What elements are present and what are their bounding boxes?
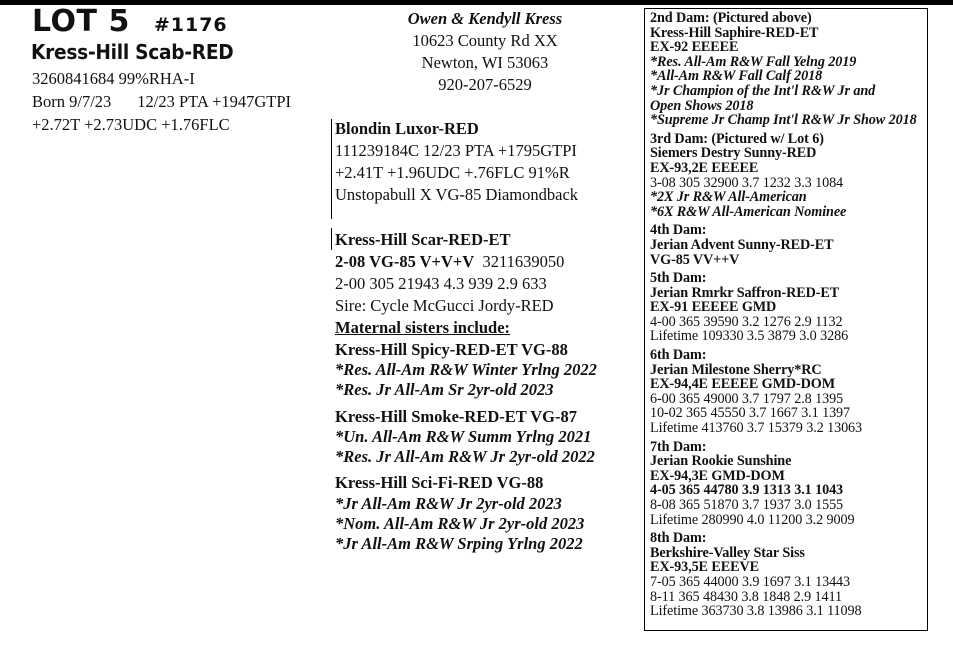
- dam-record: 2-00 305 21943 4.3 939 2.9 633: [335, 274, 547, 293]
- dam-detail-line: *Res. All-Am R&W Fall Yelng 2019: [650, 53, 857, 70]
- sister-award: *Res. Jr All-Am Sr 2yr-old 2023: [335, 380, 554, 399]
- dam-pedigree-box: [644, 8, 928, 631]
- dam-detail-line: EX-93,2E EEEEE: [650, 159, 759, 176]
- sister-award: *Jr All-Am R&W Srping Yrlng 2022: [335, 534, 583, 553]
- dam-generation-heading: 8th Dam:: [650, 530, 707, 547]
- dam-detail-line: Open Shows 2018: [650, 97, 754, 114]
- dam-detail-line: Berkshire-Valley Star Siss: [650, 544, 805, 561]
- dam-detail-line: 8-08 365 51870 3.7 1937 3.0 1555: [650, 497, 844, 513]
- sire-line-1: 111239184C 12/23 PTA +1795GTPI: [335, 141, 577, 160]
- dam-detail-line: EX-94,3E GMD-DOM: [650, 467, 785, 484]
- animal-pta: 12/23 PTA +1947GTPI: [137, 92, 292, 111]
- dam-generation-heading: 4th Dam:: [650, 222, 707, 239]
- dam-detail-line: Siemers Destry Sunny-RED: [650, 145, 817, 162]
- pedigree-dam-bracket: [331, 228, 332, 250]
- dam-detail-line: *Jr Champion of the Int'l R&W Jr and: [650, 82, 876, 99]
- dam-section: [650, 348, 927, 436]
- animal-name: Kress-Hill Scab-RED: [31, 40, 234, 64]
- dam-detail-line: *2X Jr R&W All-American: [650, 189, 807, 206]
- dam-detail-line: Lifetime 413760 3.7 15379 3.2 13063: [650, 420, 863, 437]
- dam-reg: 3211639050: [482, 252, 565, 271]
- dam-detail-line: Jerian Rmrkr Saffron-RED-ET: [650, 284, 840, 301]
- sister-award: *Un. All-Am R&W Summ Yrlng 2021: [335, 427, 592, 446]
- dam-detail-line: EX-91 EEEEE GMD: [650, 299, 777, 316]
- sister-name: Kress-Hill Spicy-RED-ET VG-88: [335, 340, 568, 359]
- lot-header: [32, 4, 228, 39]
- dam-section: [650, 440, 927, 528]
- lot-label: LOT 5: [32, 4, 130, 39]
- dam-section: [650, 531, 927, 619]
- dam-detail-line: VG-85 VV++V: [650, 251, 740, 268]
- animal-traits: +2.72T +2.73UDC +1.76FLC: [32, 115, 230, 134]
- dam-detail-line: 4-00 365 39590 3.2 1276 2.9 1132: [650, 313, 843, 330]
- animal-id-line: 3260841684 99%RHA-I: [32, 69, 195, 88]
- sire-line-3: Unstopabull X VG-85 Diamondback: [335, 185, 579, 204]
- owner-address: 10623 County Rd XX: [412, 31, 558, 50]
- dam-section: [650, 271, 927, 344]
- owner-block: [385, 8, 585, 96]
- dam-detail-line: *6X R&W All-American Nominee: [650, 203, 847, 220]
- dam-detail-line: Kress-Hill Saphire-RED-ET: [650, 24, 819, 41]
- dam-generation-heading: 7th Dam:: [650, 438, 707, 455]
- dam-detail-line: EX-94,4E EEEEE GMD-DOM: [650, 376, 836, 393]
- dam-generation-heading: 2nd Dam: (Pictured above): [650, 10, 812, 26]
- animal-born: Born 9/7/23: [32, 92, 112, 111]
- sister-award: *Res. All-Am R&W Winter Yrlng 2022: [335, 360, 597, 379]
- dam-detail-line: 10-02 365 45550 3.7 1667 3.1 1397: [650, 405, 851, 422]
- dam-generation-heading: 3rd Dam: (Pictured w/ Lot 6): [650, 130, 824, 147]
- sister-award: *Nom. All-Am R&W Jr 2yr-old 2023: [335, 514, 585, 533]
- dam-detail-line: *All-Am R&W Fall Calf 2018: [650, 68, 823, 85]
- dam-sire: Sire: Cycle McGucci Jordy-RED: [335, 296, 554, 315]
- animal-born-line: [32, 92, 291, 112]
- pedigree-sire-bracket: [331, 119, 332, 219]
- dam-detail-line: 3-08 305 32900 3.7 1232 3.3 1084: [650, 174, 844, 191]
- dam-detail-line: Jerian Advent Sunny-RED-ET: [650, 236, 834, 253]
- dam-generation-heading: 6th Dam:: [650, 347, 707, 364]
- dam-detail-line: 6-00 365 49000 3.7 1797 2.8 1395: [650, 390, 844, 407]
- lot-number: #1176: [153, 14, 228, 36]
- dam-section: [650, 223, 927, 267]
- dam-detail-line: Lifetime 363730 3.8 13986 3.1 11098: [650, 603, 862, 620]
- dam-detail-line: Lifetime 280990 4.0 11200 3.2 9009: [650, 511, 855, 528]
- sire-line-2: +2.41T +1.96UDC +.76FLC 91%R: [335, 163, 570, 182]
- owner-name: Owen & Kendyll Kress: [407, 9, 563, 28]
- dam-class-line: [335, 251, 564, 273]
- owner-city: Newton, WI 53063: [421, 53, 549, 72]
- dam-detail-line: Jerian Rookie Sunshine: [650, 453, 792, 470]
- dam-detail-line: *Supreme Jr Champ Int'l R&W Jr Show 2018: [650, 112, 917, 129]
- maternal-heading: Maternal sisters include:: [335, 318, 511, 337]
- dam-section: [650, 11, 927, 128]
- dam-detail-line: 8-11 365 48430 3.8 1848 2.9 1411: [650, 588, 843, 605]
- dam-detail-line: 7-05 365 44000 3.9 1697 3.1 13443: [650, 573, 851, 590]
- sister-award: *Jr All-Am R&W Jr 2yr-old 2023: [335, 494, 562, 513]
- dam-detail-line: 4-05 365 44780 3.9 1313 3.1 1043: [650, 482, 844, 499]
- sister-name: Kress-Hill Sci-Fi-RED VG-88: [335, 473, 544, 492]
- sister-award: *Res. Jr All-Am R&W Jr 2yr-old 2022: [335, 447, 595, 466]
- sister-name: Kress-Hill Smoke-RED-ET VG-87: [335, 407, 578, 426]
- dam-detail-line: EX-93,5E EEEVE: [650, 559, 759, 576]
- dam-generation-heading: 5th Dam:: [650, 270, 707, 287]
- dam-detail-line: Lifetime 109330 3.5 3879 3.0 3286: [650, 328, 849, 345]
- sire-name: Blondin Luxor-RED: [335, 119, 479, 138]
- dam-detail-line: Jerian Milestone Sherry*RC: [650, 361, 822, 378]
- dam-detail-line: EX-92 EEEEE: [650, 39, 739, 56]
- dam-section: [650, 132, 927, 220]
- dam-classification: 2-08 VG-85 V+V+V: [335, 252, 475, 271]
- owner-phone: 920-207-6529: [438, 75, 532, 94]
- dam-name: Kress-Hill Scar-RED-ET: [335, 230, 511, 249]
